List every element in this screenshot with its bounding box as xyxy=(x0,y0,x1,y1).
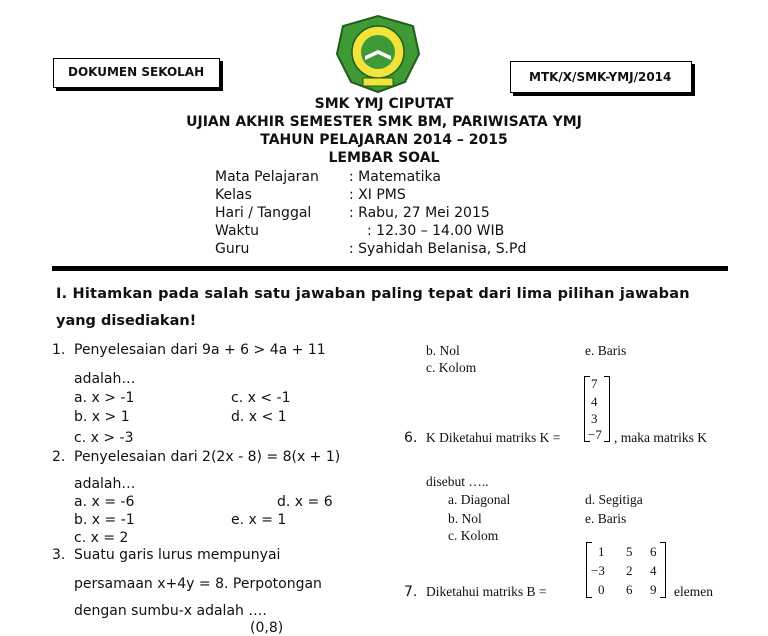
q6-text-2: disebut ….. xyxy=(426,474,489,489)
q6-text-post: , maka matriks K xyxy=(614,430,707,445)
matrix-cell: 9 xyxy=(650,582,657,597)
q6-number: 6. xyxy=(404,430,418,446)
q5-option-c: c. Kolom xyxy=(426,360,477,375)
info-label: Mata Pelajaran xyxy=(215,169,319,185)
q2-option-a: a. x = -6 xyxy=(74,494,135,510)
q7-text: Diketahui matriks B = xyxy=(426,584,547,599)
q1-text-2: adalah… xyxy=(74,371,136,387)
matrix-cell: −7 xyxy=(588,427,602,442)
matrix-cell: 3 xyxy=(591,411,598,426)
matrix-cell: 0 xyxy=(598,582,605,597)
info-value: : Matematika xyxy=(349,169,441,185)
q3-text-2: persamaan x+4y = 8. Perpotongan xyxy=(74,576,322,592)
school-name: SMK YMJ CIPUTAT xyxy=(314,96,454,112)
q2-option-b: b. x = -1 xyxy=(74,512,135,528)
q5-option-e: e. Baris xyxy=(585,343,627,358)
q1-option-c2: c. x < -1 xyxy=(231,390,291,406)
q1-text: Penyelesaian dari 9a + 6 > 4a + 11 xyxy=(74,342,326,358)
instruction-line-1: I. Hitamkan pada salah satu jawaban paling tepat dari lima pilihan jawaban xyxy=(56,286,690,302)
q7-number: 7. xyxy=(404,584,418,600)
matrix-cell: 4 xyxy=(650,563,657,578)
matrix-cell: 2 xyxy=(626,563,633,578)
q5-option-b: b. Nol xyxy=(426,343,460,358)
info-date xyxy=(215,204,490,222)
q1-option-b: b. x > 1 xyxy=(74,409,130,425)
q3-number: 3. xyxy=(52,547,66,563)
sheet-title: LEMBAR SOAL xyxy=(328,150,440,166)
q6-option-e: e. Baris xyxy=(585,511,627,526)
q2-option-e: e. x = 1 xyxy=(231,512,287,528)
matrix-cell: −3 xyxy=(591,563,605,578)
info-value: : Rabu, 27 Mei 2015 xyxy=(349,205,490,221)
q3-option-cut: (0,8) xyxy=(250,620,284,636)
q2-text: Penyelesaian dari 2(2x - 8) = 8(x + 1) xyxy=(74,449,341,465)
info-label: Hari / Tanggal xyxy=(215,205,312,221)
document-code-box xyxy=(510,61,692,93)
matrix-cell: 4 xyxy=(591,394,598,409)
instruction-line-2: yang disediakan! xyxy=(56,313,197,329)
info-value: : 12.30 – 14.00 WIB xyxy=(367,223,505,239)
q3-text-3: dengan sumbu-x adalah …. xyxy=(74,603,267,619)
document-label: DOKUMEN SEKOLAH xyxy=(68,65,205,79)
q6-option-c: c. Kolom xyxy=(448,528,499,543)
q2-option-d: d. x = 6 xyxy=(277,494,333,510)
q1-option-a: a. x > -1 xyxy=(74,390,135,406)
q2-number: 2. xyxy=(52,449,66,465)
q6-matrix xyxy=(584,376,610,442)
document-code: MTK/X/SMK-YMJ/2014 xyxy=(529,70,672,84)
info-value: : XI PMS xyxy=(349,187,406,203)
matrix-cell: 7 xyxy=(591,376,598,391)
info-label: Waktu xyxy=(215,223,259,239)
info-class xyxy=(215,186,406,204)
document-label-box xyxy=(53,58,220,88)
info-time xyxy=(215,222,504,240)
q2-text-2: adalah… xyxy=(74,476,136,492)
matrix-cell: 6 xyxy=(626,582,633,597)
info-value: : Syahidah Belanisa, S.Pd xyxy=(349,241,527,257)
q6-option-a: a. Diagonal xyxy=(448,492,511,507)
school-logo-icon xyxy=(333,14,423,94)
header-divider xyxy=(52,266,728,271)
info-teacher xyxy=(215,240,526,258)
info-label: Kelas xyxy=(215,187,252,203)
exam-title: UJIAN AKHIR SEMESTER SMK BM, PARIWISATA YMJ xyxy=(186,114,582,130)
school-year: TAHUN PELAJARAN 2014 – 2015 xyxy=(260,132,508,148)
info-subject xyxy=(215,168,441,186)
q1-option-c: c. x > -3 xyxy=(74,430,134,446)
matrix-cell: 1 xyxy=(598,544,605,559)
q1-option-d: d. x < 1 xyxy=(231,409,287,425)
q6-option-b: b. Nol xyxy=(448,511,482,526)
q6-text: K Diketahui matriks K = xyxy=(426,430,561,445)
matrix-cell: 5 xyxy=(626,544,633,559)
q2-option-c: c. x = 2 xyxy=(74,530,129,546)
matrix-bracket-right xyxy=(660,542,666,598)
matrix-bracket-right xyxy=(604,376,610,442)
q7-text-post: elemen xyxy=(674,584,713,599)
q3-text: Suatu garis lurus mempunyai xyxy=(74,547,281,563)
info-label: Guru xyxy=(215,241,250,257)
q7-matrix xyxy=(586,542,666,598)
q6-option-d: d. Segitiga xyxy=(585,492,643,507)
matrix-cell: 6 xyxy=(650,544,657,559)
q1-number: 1. xyxy=(52,342,66,358)
